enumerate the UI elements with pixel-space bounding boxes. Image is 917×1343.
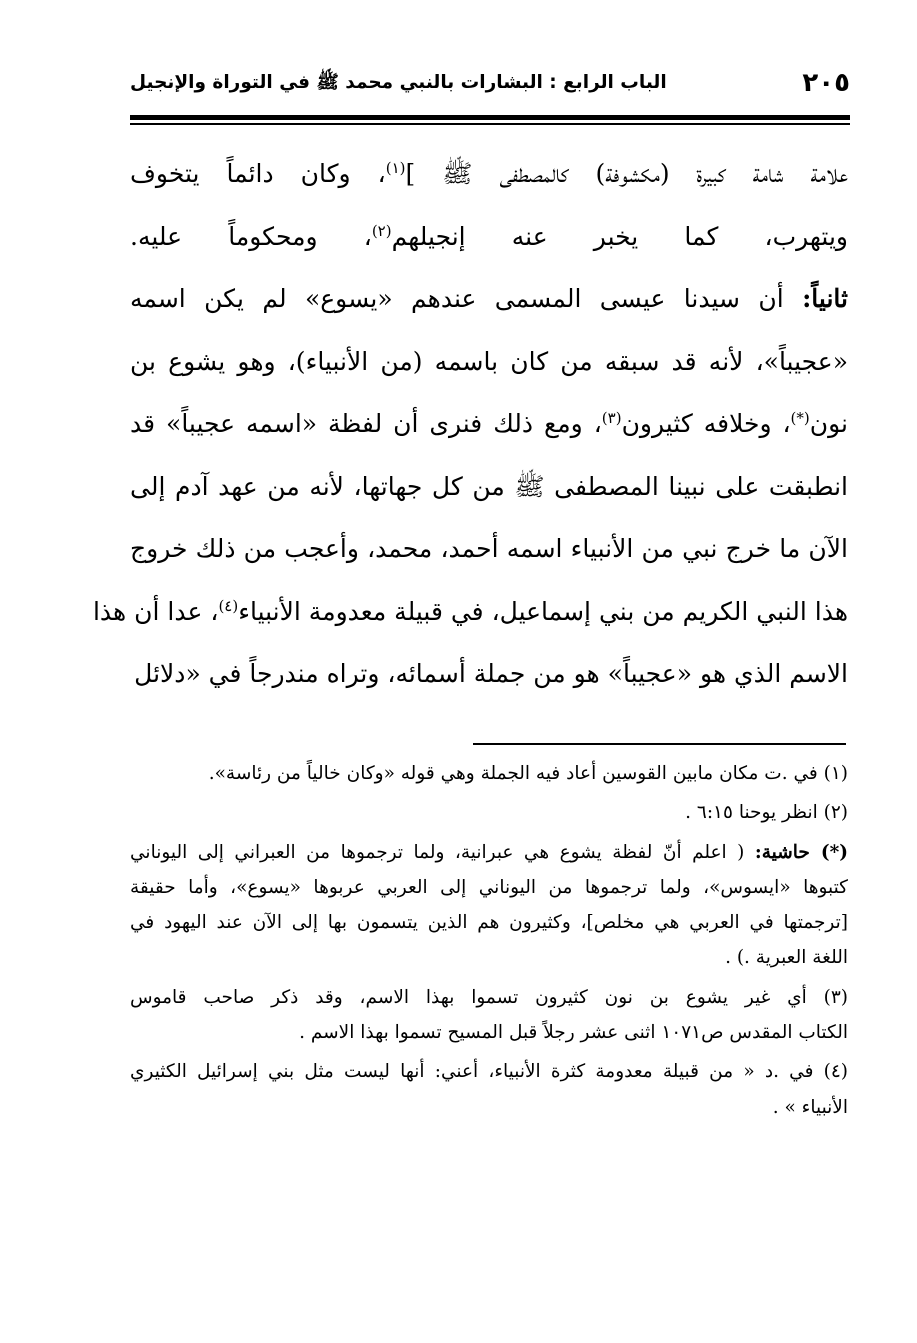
footnote-text: الكتاب المقدس ص١٠٧١ اثنى عشر رجلاً قبل المسيح تسموا بهذا الاسم . (299, 1022, 848, 1044)
footnote-line (130, 1054, 848, 1089)
footnote-separator (473, 743, 846, 745)
footnote-text: كتبوها «ايسوس»، ولما ترجموها من اليوناني إلى العربي عربوها «يسوع»، وأما حقيقة (130, 876, 848, 898)
header-rule-thin (130, 123, 850, 125)
footnote-marker: (*) (790, 409, 810, 427)
footnote-marker: (٢) (371, 221, 392, 240)
footnote-line (130, 940, 848, 975)
body-line (130, 456, 848, 519)
body-line (130, 393, 848, 456)
body-text-run: ، ومحكوماً عليه. (130, 221, 372, 251)
body-line (130, 268, 848, 331)
footnote-text: (٢) انظر يوحنا ٦:١٥ . (685, 802, 848, 824)
body-text-run: هذا النبي الكريم من بني إسماعيل، في قبيلة معدومة الأنبياء (238, 596, 848, 626)
body-text-run: ويتهرب، كما يخبر عنه إنجيلهم (391, 221, 849, 251)
body-line (92, 581, 848, 644)
page-number: ٢٠٥ (802, 68, 850, 98)
body-text-run: ، عدا أن هذا (92, 596, 219, 626)
footnote-line (130, 1090, 848, 1125)
body-text-run: انطبقت على نبينا المصطفى ﷺ من كل جهاتها، لأنه من عهد آدم إلى (130, 471, 848, 501)
footnote-text: [ترجمتها في العربي هي مخلص]، وكثيرون هم الذين يتسمون بها إلى الآن عند اليهود في (130, 912, 848, 934)
body-text-run: علامة شامة كبيرة (مكشوفة) كالمصطفى ﷺ ] (405, 159, 849, 188)
footnote-line (130, 795, 848, 830)
header-rule-thick (130, 115, 850, 120)
body-text-run: الآن ما خرج نبي من الأنبياء اسمه أحمد، محمد، وأعجب من ذلك خروج (130, 534, 848, 563)
body-text-run: ، وخلافه كثيرون (621, 409, 791, 438)
footnote-text: (١) في .ت مكان مابين القوسين أعاد فيه الجملة وهي قوله «وكان خالياً من رئاسة». (208, 763, 848, 784)
footnote-line (130, 905, 848, 940)
page-header (130, 62, 850, 110)
footnote-line (130, 1015, 848, 1050)
body-text-run: نون (809, 409, 848, 438)
footnote-line (130, 835, 848, 870)
body-text-run: الاسم الذي هو «عجيباً» هو من جملة أسمائه، وتراه مندرجاً في «دلائل (134, 659, 848, 688)
body-text-run: ، وكان دائماً يتخوف (130, 159, 386, 188)
body-line (130, 143, 848, 206)
footnote-marker: (٤) (218, 596, 239, 615)
footnote-line (130, 756, 848, 791)
body-line (130, 206, 848, 269)
footnote-text: ( اعلم أنّ لفظة يشوع هي عبرانية، ولما ترجموها من العبراني إلى اليوناني (130, 841, 755, 863)
footnote-label: (*) حاشية: (754, 841, 848, 863)
body-line (130, 518, 848, 581)
body-text-run: «عجيباً»، لأنه قد سبقه من كان باسمه (من الأنبياء)، وهو يشوع بن (130, 346, 848, 376)
footnotes (130, 756, 848, 1125)
body-line (130, 643, 848, 706)
body-bold-text: ثانياً: (802, 284, 848, 313)
footnote-marker: (١) (385, 159, 406, 177)
main-text (92, 143, 849, 706)
running-head: الباب الرابع : البشارات بالنبي محمد ﷺ في التوراة والإنجيل (130, 72, 667, 93)
footnote-text: اللغة العبرية .) . (725, 947, 848, 969)
footnote-marker: (٣) (601, 409, 622, 427)
body-text-run: أن سيدنا عيسى المسمى عندهم «يسوع» لم يكن اسمه (130, 284, 803, 313)
footnote-line (130, 870, 848, 905)
body-text-run: ، ومع ذلك فنرى أن لفظة «اسمه عجيباً» قد (130, 409, 602, 438)
body-line (130, 331, 848, 394)
footnote-text: (٤) في .د « من قبيلة معدومة كثرة الأنبياء، أعني: أنها ليست مثل بني إسرائيل الكثيري (130, 1061, 848, 1083)
footnote-line (130, 980, 848, 1015)
footnote-text: (٣) أي غير يشوع بن نون كثيرون تسموا بهذا الاسم، وقد ذكر صاحب قاموس (130, 986, 848, 1008)
footnote-text: الأنبياء » . (772, 1096, 848, 1118)
